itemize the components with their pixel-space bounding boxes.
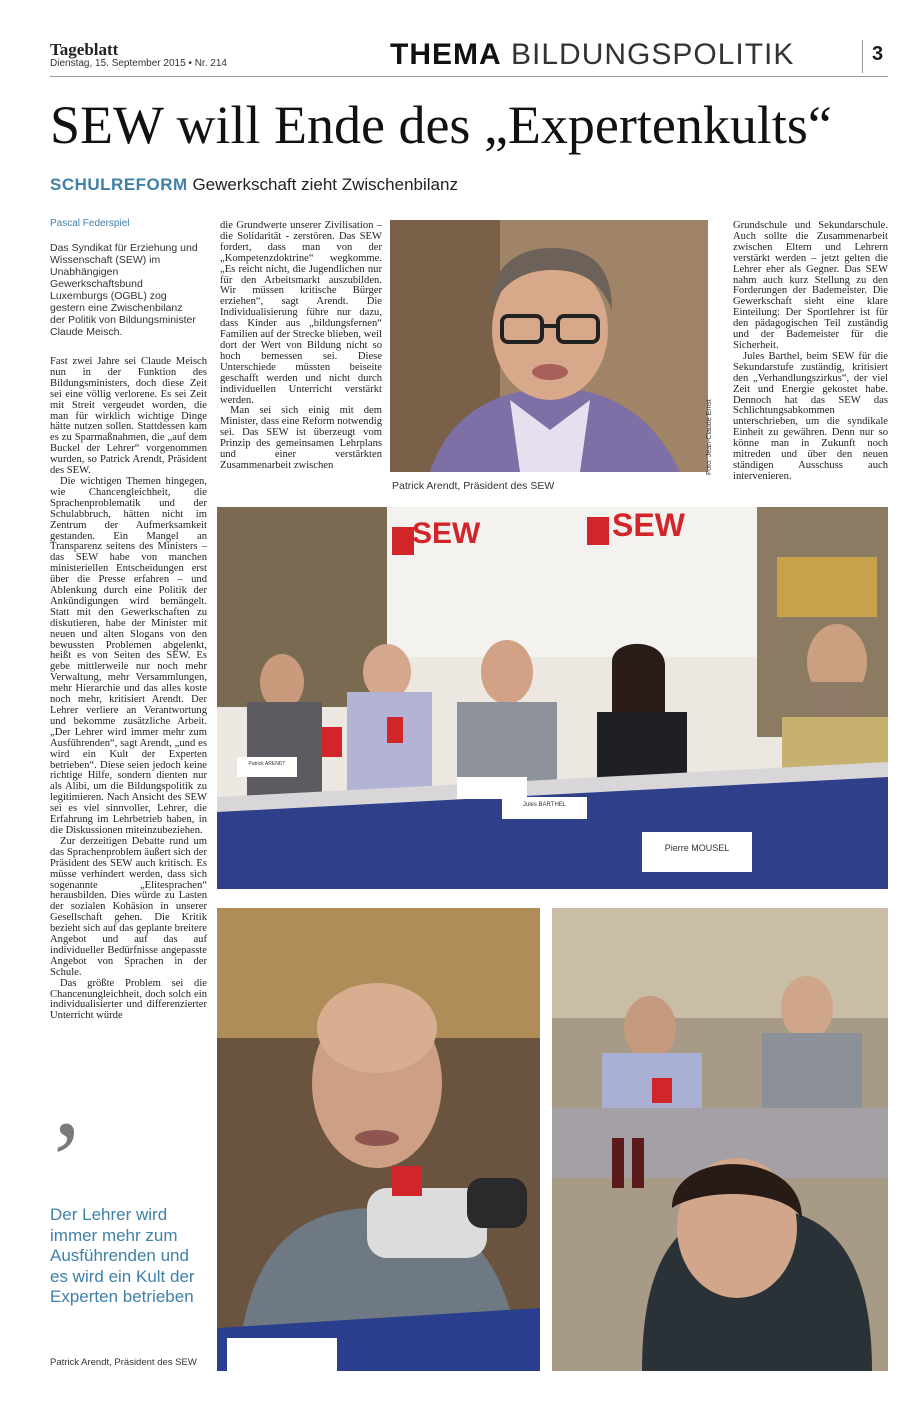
pull-quote-source: Patrick Arendt, Präsident des SEW [50, 1357, 197, 1368]
author-byline: Pascal Federspiel [50, 218, 130, 229]
newspaper-masthead: Tageblatt [50, 40, 119, 59]
banner-logo-left: SEW [412, 517, 481, 550]
paragraph: die Grundwerte unserer Zivilisation – die Solidarität - zerstören. Das SEW fordert, dass man von der „Kompetenzdoktrine“ wegkomme. „Es reicht nicht, die Jugendlichen nur für den Arbeitsmarkt auszubilden. Wir müssen kritische Bürger erziehen“, sagt Arendt. Die Individualisierung führe nur dazu, dass Kinder aus „bildungsfernen“ Familien auf der Strecke blieben, weil dort der Wert von Bildung nicht so hoch bemessen sei. Diese Unterschiede müssten beiseite geschafft werden und nicht durch individuellen Unterricht verstärkt werden. [220, 220, 382, 406]
speaker-illustration [217, 908, 540, 1371]
pull-quote: Der Lehrer wird immer mehr zum Ausführenden und es wird ein Kult der Experten betrieben [50, 1205, 195, 1306]
section-title-rest: BILDUNGSPOLITIK [511, 38, 795, 71]
header-rule [50, 76, 888, 77]
name-card: Pierre MOUSEL [664, 843, 730, 853]
article-headline: SEW will Ende des „Expertenkults“ [50, 95, 832, 155]
panel-illustration [552, 908, 888, 1371]
paragraph: Man sei sich einig mit dem Minister, dass eine Reform notwendig sei. Das SEW ist überzeugt vom Prinzip des gemeinsamen Lehrplans und einer verstärkten Zusammenarbeit zwischen [220, 405, 382, 471]
name-card: Jules BARTHEL [522, 802, 567, 808]
press-conference-photo [217, 507, 888, 889]
banner-logo-right: SEW [612, 507, 685, 543]
article-intro: Das Syndikat für Erziehung und Wissenschaft (SEW) im Unabhängigen Gewerkschaftsbund Luxemburgs (OGBL) zog gestern eine Zwischenbilanz der Politik von Bildungsminister Claude Meisch. [50, 242, 198, 338]
paragraph: Grundschule und Sekundarschule. Auch sollte die Zusammenarbeit zwischen Eltern und Lehrern verstärkt werden – jetzt gelten die Lehrer eher als Gegner. Das SEW nahm auch kurz Stellung zu den Forderungen der Bademeister. Die Gewerkschaft sieht eine klare Einteilung: Der Sportlehrer ist für den pädagogischen Teil zuständig und der Bademeister für die Sicherheit. [733, 220, 888, 351]
speaker-photo [217, 908, 540, 1371]
press-conference-illustration [217, 507, 888, 889]
article-column-2 [220, 221, 382, 472]
section-title-bold: THEMA [390, 38, 502, 71]
name-card: Patrick ARENDT [248, 761, 286, 767]
photo-caption: Patrick Arendt, Präsident des SEW [392, 480, 555, 492]
article-subheadline [50, 175, 458, 195]
subheadline-text: Gewerkschaft zieht Zwischenbilanz [192, 175, 458, 194]
article-column-1 [50, 357, 207, 1022]
section-title [390, 38, 794, 72]
issue-dateline: Dienstag, 15. September 2015 • Nr. 214 [50, 58, 227, 69]
quote-mark-icon: ’ [48, 1099, 85, 1221]
paragraph: Die wichtigen Themen hingegen, wie Chancengleichheit, die Sprachenproblematik und der Schulabbruch, hätten nicht im Zentrum der Aufmerksamkeit gestanden. Ein Mangel an Transparenz seitens des Ministers – das SEW habe von manchen ministeriellen Entscheidungen erst über die Presse erfahren – und Ablenkung durch eine Politik der Ankündigungen wird bemängelt. Statt mit den Gewerkschaften zu diskutieren, habe der Minister mit neuen und alten Slogans von den bewussten Problemen abgelenkt, heißt es von Seiten des SEW. Es gebe mittlerweile nur noch mehr Verwaltung, mehr Versammlungen, mehr Hierarchie und das alles koste noch mehr, kritisiert Arendt. Der Lehrer verliere an Verantwortung und bekomme zusätzliche Arbeit. „Der Lehrer wird immer mehr zum Ausführenden“, sagt Arendt, „und es wird ein Kult der Experten betrieben“. Diese seien jedoch keine richtige Hilfe, sondern dienten nur als Alibi, um die Bildungspolitik zu legitimieren. Nach Ansicht des SEW sei es viel sinnvoller, Lehrer, die Erfahrung im Lehrbetrieb haben, in die Diskussionen miteinzubeziehen. [50, 475, 207, 836]
portrait-photo [390, 220, 708, 472]
paragraph: Das größte Problem sei die Chancenungleichheit, doch solch ein individualisierter und differenzierter Unterricht würde [50, 977, 207, 1022]
header-divider [862, 40, 863, 73]
panel-photo [552, 908, 888, 1371]
portrait-illustration [390, 220, 708, 472]
kicker: SCHULREFORM [50, 175, 188, 194]
paragraph: Jules Barthel, beim SEW für die Sekundarstufe zuständig, kritisiert den „Verhandlungszirkus“, der viel Zeit und Energie gekostet habe. Dennoch hat das SEW das Schlichtungsabkommen unterschrieben, um die syndikale Einheit zu gewähren. Denn nur so könne man in Zukunft noch mitreden und über den neuen ständigen Ausschuss auch intervenieren. [733, 350, 888, 482]
article-column-3 [733, 221, 888, 483]
photo-credit: Foto: Jean-Claude Ernst [706, 399, 713, 475]
paragraph: Zur derzeitigen Debatte rund um das Sprachenproblem äußert sich der Präsident des SEW auch kritisch. Es müsse verhindert werden, dass sich sogenannte „Elitesprachen“ herausbilden. Dies würde zu Lasten der sozialen Kohäsion in unserer Gesellschaft gehen. Die Kritik bezieht sich auf das geplante breitere Angebot und auf das auf individueller Bedürfnisse angepasste Angebot von Sprachen in der Schule. [50, 835, 207, 978]
paragraph: Fast zwei Jahre sei Claude Meisch nun in der Funktion des Bildungsministers, doch diese Zeit sei eine völlig verlorene. Es sei Zeit mit Streit vergeudet worden, die man für wirklich wichtige Dinge hätte nutzen sollen. Stattdessen kam es zu Sparmaßnahmen, die „auf dem Buckel der Lehrer“ vorgenommen wurden, so Patrick Arendt, Präsident des SEW. [50, 356, 207, 477]
page-number: 3 [872, 43, 884, 65]
